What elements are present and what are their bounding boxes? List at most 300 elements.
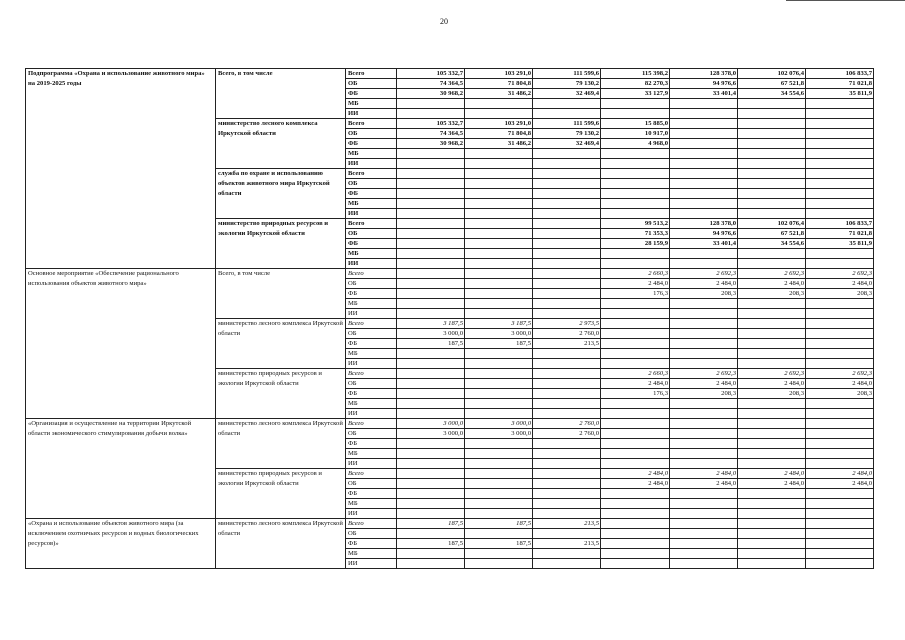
amount-cell (533, 509, 601, 519)
amount-cell: 208,3 (738, 289, 806, 299)
responsible-cell: служба по охране и использованию объектов животного мира Иркутской области (216, 169, 346, 219)
amount-cell (738, 259, 806, 269)
amount-cell: 67 521,8 (738, 79, 806, 89)
amount-cell (806, 529, 874, 539)
amount-cell: 106 833,7 (806, 219, 874, 229)
amount-cell: 2 973,5 (533, 319, 601, 329)
amount-cell: 103 291,0 (465, 69, 533, 79)
amount-cell: 4 968,0 (601, 139, 670, 149)
amount-cell (397, 149, 465, 159)
amount-cell (465, 289, 533, 299)
amount-cell: 2 692,3 (738, 369, 806, 379)
amount-cell (465, 389, 533, 399)
amount-cell (601, 309, 670, 319)
amount-cell (465, 169, 533, 179)
amount-cell (533, 199, 601, 209)
amount-cell: 2 484,0 (738, 279, 806, 289)
amount-cell (533, 289, 601, 299)
amount-cell (533, 409, 601, 419)
amount-cell (806, 139, 874, 149)
amount-cell: 2 484,0 (601, 469, 670, 479)
amount-cell: 213,5 (533, 539, 601, 549)
funding-source-cell: ОБ (346, 379, 397, 389)
amount-cell (670, 509, 738, 519)
page-number: 20 (440, 17, 448, 26)
amount-cell (670, 419, 738, 429)
amount-cell (465, 149, 533, 159)
amount-cell (397, 469, 465, 479)
amount-cell (465, 499, 533, 509)
amount-cell: 71 021,8 (806, 79, 874, 89)
amount-cell: 71 353,3 (601, 229, 670, 239)
amount-cell (738, 359, 806, 369)
amount-cell (465, 559, 533, 569)
amount-cell: 2 484,0 (806, 279, 874, 289)
amount-cell (465, 279, 533, 289)
amount-cell (397, 259, 465, 269)
amount-cell (806, 179, 874, 189)
amount-cell (397, 449, 465, 459)
amount-cell (738, 309, 806, 319)
amount-cell (397, 219, 465, 229)
amount-cell (806, 419, 874, 429)
amount-cell: 2 484,0 (601, 279, 670, 289)
amount-cell (601, 209, 670, 219)
amount-cell (397, 369, 465, 379)
amount-cell (533, 449, 601, 459)
amount-cell (533, 309, 601, 319)
amount-cell (601, 509, 670, 519)
amount-cell (397, 109, 465, 119)
amount-cell (806, 439, 874, 449)
budget-table (25, 68, 874, 569)
program-name-cell: Основное мероприятие «Обеспечение рационального использования объектов животного мира» (26, 269, 216, 419)
amount-cell (397, 559, 465, 569)
amount-cell (397, 409, 465, 419)
amount-cell (601, 489, 670, 499)
amount-cell: 2 692,3 (670, 369, 738, 379)
amount-cell (601, 499, 670, 509)
amount-cell (601, 149, 670, 159)
amount-cell (670, 449, 738, 459)
funding-source-cell: МБ (346, 99, 397, 109)
amount-cell (670, 249, 738, 259)
amount-cell (738, 249, 806, 259)
amount-cell (397, 399, 465, 409)
amount-cell (397, 299, 465, 309)
amount-cell (397, 279, 465, 289)
funding-source-cell: ОБ (346, 279, 397, 289)
amount-cell (738, 349, 806, 359)
amount-cell: 2 484,0 (670, 279, 738, 289)
amount-cell (670, 339, 738, 349)
amount-cell (533, 179, 601, 189)
funding-source-cell: ОБ (346, 529, 397, 539)
amount-cell (533, 479, 601, 489)
amount-cell (601, 259, 670, 269)
amount-cell (465, 229, 533, 239)
program-name-cell: «Охрана и использование объектов животного мира (за исключением охотничьих ресурсов и водных биологических ресурсов)» (26, 519, 216, 569)
amount-cell (533, 109, 601, 119)
amount-cell: 105 332,7 (397, 119, 465, 129)
amount-cell (806, 399, 874, 409)
amount-cell (806, 189, 874, 199)
funding-source-cell: Всего (346, 219, 397, 229)
amount-cell (806, 409, 874, 419)
amount-cell: 10 917,0 (601, 129, 670, 139)
funding-source-cell: ФБ (346, 89, 397, 99)
amount-cell (738, 529, 806, 539)
amount-cell (601, 529, 670, 539)
funding-source-cell: ОБ (346, 179, 397, 189)
amount-cell (533, 549, 601, 559)
amount-cell (533, 279, 601, 289)
amount-cell (533, 99, 601, 109)
amount-cell (738, 559, 806, 569)
amount-cell: 213,5 (533, 519, 601, 529)
amount-cell (465, 219, 533, 229)
amount-cell (806, 209, 874, 219)
amount-cell (670, 359, 738, 369)
amount-cell (397, 479, 465, 489)
amount-cell (465, 549, 533, 559)
amount-cell: 67 521,8 (738, 229, 806, 239)
amount-cell: 2 760,0 (533, 429, 601, 439)
amount-cell (465, 269, 533, 279)
amount-cell (738, 169, 806, 179)
amount-cell (397, 229, 465, 239)
amount-cell (465, 449, 533, 459)
funding-source-cell: ИИ (346, 359, 397, 369)
amount-cell: 82 270,3 (601, 79, 670, 89)
table-body (26, 69, 874, 569)
amount-cell (738, 499, 806, 509)
amount-cell: 187,5 (397, 539, 465, 549)
amount-cell (465, 509, 533, 519)
amount-cell (397, 359, 465, 369)
amount-cell: 31 486,2 (465, 89, 533, 99)
amount-cell (738, 109, 806, 119)
amount-cell (465, 469, 533, 479)
amount-cell (806, 99, 874, 109)
amount-cell (397, 459, 465, 469)
amount-cell (670, 189, 738, 199)
amount-cell (806, 109, 874, 119)
amount-cell: 2 484,0 (806, 479, 874, 489)
amount-cell (670, 499, 738, 509)
amount-cell: 3 187,5 (465, 319, 533, 329)
amount-cell (670, 139, 738, 149)
amount-cell (670, 459, 738, 469)
amount-cell: 15 885,0 (601, 119, 670, 129)
funding-source-cell: ОБ (346, 129, 397, 139)
amount-cell (397, 309, 465, 319)
amount-cell: 187,5 (465, 539, 533, 549)
funding-source-cell: МБ (346, 249, 397, 259)
funding-source-cell: ИИ (346, 409, 397, 419)
amount-cell (806, 119, 874, 129)
amount-cell (533, 359, 601, 369)
amount-cell: 208,3 (670, 389, 738, 399)
amount-cell (670, 549, 738, 559)
amount-cell: 2 484,0 (670, 379, 738, 389)
amount-cell (533, 529, 601, 539)
amount-cell (806, 259, 874, 269)
amount-cell (806, 539, 874, 549)
amount-cell: 2 484,0 (806, 469, 874, 479)
amount-cell (533, 249, 601, 259)
amount-cell: 94 976,6 (670, 229, 738, 239)
amount-cell: 176,3 (601, 389, 670, 399)
amount-cell: 3 000,0 (397, 329, 465, 339)
funding-source-cell: ОБ (346, 329, 397, 339)
amount-cell: 33 127,9 (601, 89, 670, 99)
amount-cell (670, 329, 738, 339)
amount-cell (465, 189, 533, 199)
amount-cell (533, 559, 601, 569)
amount-cell: 30 968,2 (397, 139, 465, 149)
responsible-cell: министерство природных ресурсов и экологии Иркутской области (216, 469, 346, 519)
amount-cell (601, 339, 670, 349)
amount-cell: 79 130,2 (533, 79, 601, 89)
amount-cell (601, 299, 670, 309)
amount-cell: 34 554,6 (738, 89, 806, 99)
amount-cell (397, 439, 465, 449)
amount-cell (397, 289, 465, 299)
amount-cell (533, 399, 601, 409)
amount-cell: 2 692,3 (806, 369, 874, 379)
funding-source-cell: ИИ (346, 259, 397, 269)
amount-cell (738, 339, 806, 349)
funding-source-cell: МБ (346, 549, 397, 559)
amount-cell (533, 379, 601, 389)
amount-cell (465, 109, 533, 119)
amount-cell: 2 484,0 (738, 469, 806, 479)
amount-cell (806, 169, 874, 179)
amount-cell (601, 249, 670, 259)
amount-cell (533, 299, 601, 309)
amount-cell (533, 209, 601, 219)
amount-cell (533, 469, 601, 479)
funding-source-cell: ФБ (346, 239, 397, 249)
amount-cell (806, 549, 874, 559)
amount-cell (806, 489, 874, 499)
amount-cell: 2 484,0 (601, 379, 670, 389)
responsible-cell: Всего, в том числе (216, 269, 346, 319)
funding-source-cell: ФБ (346, 139, 397, 149)
amount-cell (670, 129, 738, 139)
amount-cell (738, 299, 806, 309)
funding-source-cell: Всего (346, 469, 397, 479)
amount-cell (806, 499, 874, 509)
funding-source-cell: Всего (346, 269, 397, 279)
program-name-cell: «Организация и осуществление на территории Иркутской области экономического стимулирования добычи волка» (26, 419, 216, 519)
amount-cell (670, 529, 738, 539)
funding-source-cell: ИИ (346, 509, 397, 519)
amount-cell (397, 209, 465, 219)
amount-cell: 187,5 (465, 519, 533, 529)
amount-cell (738, 149, 806, 159)
amount-cell: 2 484,0 (670, 469, 738, 479)
amount-cell (738, 509, 806, 519)
responsible-cell: министерство природных ресурсов и экологии Иркутской области (216, 369, 346, 419)
amount-cell (465, 209, 533, 219)
amount-cell: 2 760,0 (533, 329, 601, 339)
amount-cell (738, 519, 806, 529)
amount-cell (397, 509, 465, 519)
amount-cell (397, 529, 465, 539)
amount-cell (738, 549, 806, 559)
table-row (26, 419, 874, 429)
amount-cell (465, 439, 533, 449)
amount-cell (397, 549, 465, 559)
amount-cell (738, 489, 806, 499)
amount-cell: 2 484,0 (601, 479, 670, 489)
amount-cell (806, 249, 874, 259)
amount-cell (601, 169, 670, 179)
amount-cell (601, 329, 670, 339)
funding-source-cell: МБ (346, 449, 397, 459)
amount-cell (806, 149, 874, 159)
funding-source-cell: ИИ (346, 159, 397, 169)
amount-cell (465, 249, 533, 259)
amount-cell (397, 249, 465, 259)
amount-cell: 103 291,0 (465, 119, 533, 129)
amount-cell: 35 811,9 (806, 89, 874, 99)
amount-cell (465, 199, 533, 209)
amount-cell (670, 259, 738, 269)
amount-cell (601, 559, 670, 569)
amount-cell: 3 187,5 (397, 319, 465, 329)
amount-cell: 176,3 (601, 289, 670, 299)
amount-cell: 2 760,0 (533, 419, 601, 429)
amount-cell (465, 309, 533, 319)
amount-cell: 3 000,0 (465, 329, 533, 339)
amount-cell (670, 209, 738, 219)
amount-cell (397, 389, 465, 399)
amount-cell (397, 159, 465, 169)
amount-cell (738, 179, 806, 189)
amount-cell (806, 429, 874, 439)
amount-cell (670, 99, 738, 109)
amount-cell (465, 459, 533, 469)
amount-cell (397, 189, 465, 199)
amount-cell (738, 449, 806, 459)
amount-cell (601, 99, 670, 109)
amount-cell (465, 299, 533, 309)
amount-cell (806, 199, 874, 209)
program-name-cell: Подпрограмма «Охрана и использование животного мира» на 2019-2025 годы (26, 69, 216, 269)
funding-source-cell: ИИ (346, 109, 397, 119)
amount-cell (465, 529, 533, 539)
amount-cell: 187,5 (397, 519, 465, 529)
amount-cell (533, 169, 601, 179)
funding-source-cell: Всего (346, 169, 397, 179)
responsible-cell: министерство лесного комплекса Иркутской области (216, 419, 346, 469)
amount-cell (670, 429, 738, 439)
amount-cell (806, 299, 874, 309)
funding-source-cell: ОБ (346, 79, 397, 89)
amount-cell (670, 119, 738, 129)
amount-cell: 128 378,0 (670, 219, 738, 229)
amount-cell (670, 299, 738, 309)
funding-source-cell: Всего (346, 319, 397, 329)
funding-source-cell: Всего (346, 419, 397, 429)
amount-cell (738, 119, 806, 129)
amount-cell (670, 489, 738, 499)
amount-cell: 111 599,6 (533, 69, 601, 79)
amount-cell (601, 459, 670, 469)
amount-cell (601, 399, 670, 409)
amount-cell (465, 349, 533, 359)
amount-cell (601, 349, 670, 359)
amount-cell (601, 199, 670, 209)
amount-cell: 30 968,2 (397, 89, 465, 99)
amount-cell: 2 692,3 (806, 269, 874, 279)
amount-cell (465, 179, 533, 189)
amount-cell: 115 398,2 (601, 69, 670, 79)
amount-cell (738, 399, 806, 409)
funding-source-cell: МБ (346, 199, 397, 209)
amount-cell (533, 259, 601, 269)
amount-cell (533, 219, 601, 229)
amount-cell: 3 000,0 (465, 429, 533, 439)
amount-cell (601, 189, 670, 199)
amount-cell (601, 179, 670, 189)
funding-source-cell: МБ (346, 499, 397, 509)
amount-cell (670, 349, 738, 359)
amount-cell (738, 129, 806, 139)
amount-cell (397, 269, 465, 279)
funding-source-cell: Всего (346, 69, 397, 79)
amount-cell: 208,3 (806, 389, 874, 399)
amount-cell (806, 459, 874, 469)
amount-cell: 213,5 (533, 339, 601, 349)
amount-cell (397, 239, 465, 249)
funding-source-cell: Всего (346, 519, 397, 529)
amount-cell (806, 309, 874, 319)
amount-cell: 2 484,0 (806, 379, 874, 389)
amount-cell (806, 349, 874, 359)
amount-cell (397, 489, 465, 499)
amount-cell: 102 076,4 (738, 219, 806, 229)
amount-cell: 71 804,8 (465, 79, 533, 89)
amount-cell (738, 319, 806, 329)
amount-cell (738, 189, 806, 199)
funding-source-cell: Всего (346, 119, 397, 129)
amount-cell (670, 199, 738, 209)
amount-cell (397, 169, 465, 179)
amount-cell (397, 379, 465, 389)
amount-cell (738, 209, 806, 219)
table-row (26, 69, 874, 79)
amount-cell: 71 804,8 (465, 129, 533, 139)
amount-cell (738, 419, 806, 429)
top-rule (786, 0, 905, 1)
amount-cell: 2 660,3 (601, 269, 670, 279)
amount-cell: 106 833,7 (806, 69, 874, 79)
funding-source-cell: МБ (346, 149, 397, 159)
amount-cell: 208,3 (806, 289, 874, 299)
amount-cell (601, 109, 670, 119)
amount-cell: 187,5 (465, 339, 533, 349)
amount-cell (670, 559, 738, 569)
amount-cell (806, 559, 874, 569)
amount-cell: 208,3 (670, 289, 738, 299)
amount-cell (806, 339, 874, 349)
amount-cell (670, 439, 738, 449)
amount-cell: 35 811,9 (806, 239, 874, 249)
